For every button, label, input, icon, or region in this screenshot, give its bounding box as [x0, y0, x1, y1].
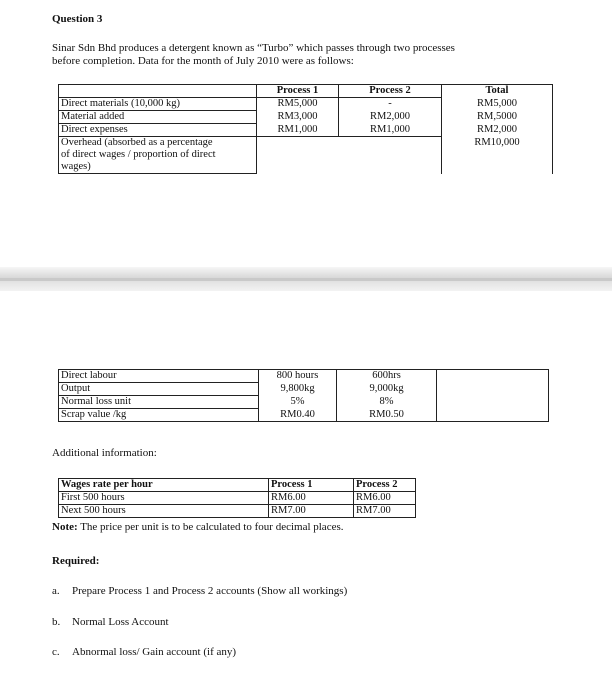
note-label: Note: [52, 521, 78, 533]
row-label: Direct labour [59, 370, 259, 383]
row-label: Next 500 hours [59, 505, 269, 518]
cell-process-2: RM0.50 [337, 409, 437, 422]
header-process-1: Process 1 [257, 85, 339, 98]
row-label [59, 137, 257, 174]
table-row [59, 137, 553, 174]
requirement-text: Normal Loss Account [72, 616, 169, 628]
cell-total [437, 383, 549, 396]
table-row [59, 396, 549, 409]
cell-process-1: 5% [259, 396, 337, 409]
cell-total: RM5,000 [442, 98, 553, 111]
requirement-marker: c. [52, 646, 60, 658]
note-text: The price per unit is to be calculated to four decimal places. [77, 521, 344, 533]
requirement-item [52, 646, 237, 659]
row-label: Material added [59, 111, 257, 124]
requirement-text: Abnormal loss/ Gain account (if any) [72, 646, 237, 658]
row-label-line: wages) [61, 161, 91, 172]
cell-process-1: RM0.40 [259, 409, 337, 422]
cell-total: RM10,000 [442, 137, 553, 174]
table-header-row [59, 479, 416, 492]
row-label: Direct expenses [59, 124, 257, 137]
intro-line-1: Sinar Sdn Bhd produces a detergent known as “Turbo” which passes through two processes [52, 42, 455, 54]
header-process-1: Process 1 [269, 479, 354, 492]
requirement-marker: b. [52, 616, 61, 628]
cell-process-1 [257, 137, 339, 174]
page-separator [0, 267, 612, 291]
header-total: Total [442, 85, 553, 98]
header-blank-cell [59, 85, 257, 98]
note [52, 521, 344, 534]
cell-process-2: RM7.00 [354, 505, 416, 518]
cell-process-2: RM6.00 [354, 492, 416, 505]
table-row [59, 492, 416, 505]
cell-process-2: 8% [337, 396, 437, 409]
cell-total [437, 409, 549, 422]
table-row [59, 124, 553, 137]
table-row [59, 383, 549, 396]
table-row [59, 409, 549, 422]
cell-process-1: RM1,000 [257, 124, 339, 137]
cell-process-2: - [339, 98, 442, 111]
table-row [59, 98, 553, 111]
question-title: Question 3 [52, 13, 103, 25]
cell-total: RM2,000 [442, 124, 553, 137]
intro-line-2: before completion. Data for the month of July 2010 were as follows: [52, 55, 354, 67]
header-process-2: Process 2 [354, 479, 416, 492]
wages-rate-table [58, 478, 416, 518]
cell-total: RM,5000 [442, 111, 553, 124]
table-row [59, 370, 549, 383]
requirement-marker: a. [52, 585, 60, 597]
cell-process-1: 800 hours [259, 370, 337, 383]
header-wages-rate: Wages rate per hour [59, 479, 269, 492]
additional-info-heading: Additional information: [52, 447, 157, 459]
cell-total [437, 370, 549, 383]
required-heading: Required: [52, 555, 100, 567]
row-label-line: of direct wages / proportion of direct [61, 149, 216, 160]
cell-process-1: 9,800kg [259, 383, 337, 396]
row-label: Output [59, 383, 259, 396]
cell-process-1: RM5,000 [257, 98, 339, 111]
labour-output-table [58, 369, 549, 422]
cell-process-2: 600hrs [337, 370, 437, 383]
cell-process-1: RM6.00 [269, 492, 354, 505]
table-row [59, 505, 416, 518]
cell-total [437, 396, 549, 409]
cell-process-2: 9,000kg [337, 383, 437, 396]
cost-data-table [58, 84, 553, 174]
header-process-2: Process 2 [339, 85, 442, 98]
row-label: Direct materials (10,000 kg) [59, 98, 257, 111]
requirement-text: Prepare Process 1 and Process 2 accounts (Show all workings) [72, 585, 348, 597]
cell-process-2 [339, 137, 442, 174]
table-header-row [59, 85, 553, 98]
row-label: First 500 hours [59, 492, 269, 505]
cell-process-2: RM2,000 [339, 111, 442, 124]
requirement-item [52, 585, 348, 598]
row-label: Scrap value /kg [59, 409, 259, 422]
cell-process-1: RM7.00 [269, 505, 354, 518]
requirement-item [52, 616, 169, 629]
cell-process-1: RM3,000 [257, 111, 339, 124]
row-label: Normal loss unit [59, 396, 259, 409]
table-row [59, 111, 553, 124]
cell-process-2: RM1,000 [339, 124, 442, 137]
row-label-line: Overhead (absorbed as a percentage [61, 137, 213, 148]
